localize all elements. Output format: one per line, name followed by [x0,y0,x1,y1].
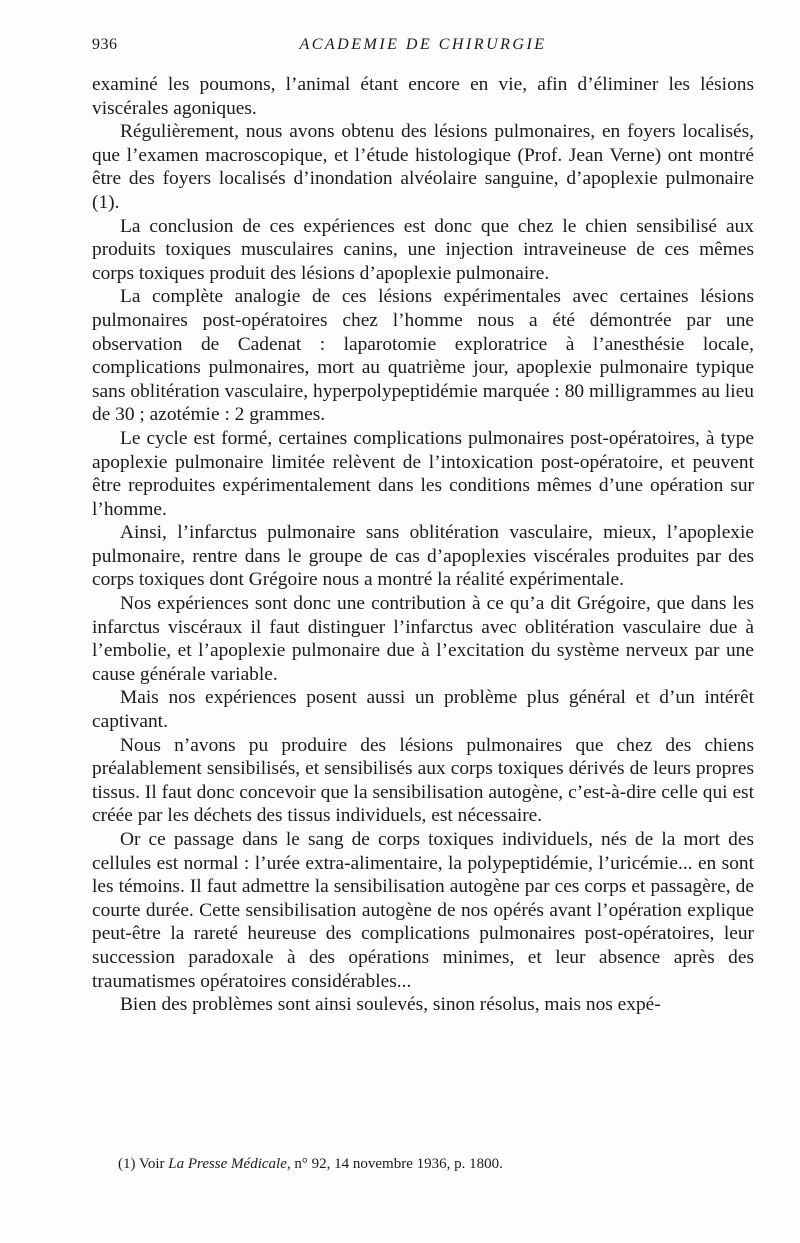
paragraph-9: Nous n’avons pu produire des lésions pulmonaires que chez des chiens préalablement sensibilisés, et sensibilisés aux corps toxiques dérivés de leurs propres tissus. Il faut donc concevoir que la sensibilisation autogène, c’est-à-dire celle qui est créée par les déchets des tissus individuels, est nécessaire. [92,734,754,827]
page-header [92,36,754,60]
paragraph-3: La conclusion de ces expériences est donc que chez le chien sensibilisé aux produits toxiques musculaires canins, une injection intraveineuse de ces mêmes corps toxiques produit des lésions d’apoplexie pulmonaire. [92,215,754,284]
paragraph-8: Mais nos expériences posent aussi un problème plus général et d’un intérêt captivant. [92,687,754,733]
page-number: 936 [92,36,118,53]
footnote-publication: La Presse Médicale, [168,1156,291,1172]
paragraph-1: examiné les poumons, l’animal étant encore en vie, afin d’éliminer les lésions viscérales agoniques. [92,74,754,119]
paragraph-4: La complète analogie de ces lésions expérimentales avec certaines lésions pulmonaires post-opératoires chez l’homme nous a été démontrée par une observation de Cadenat : laparotomie exploratrice à l’anesthésie locale, complications pulmonaires, mort au quatrième jour, apoplexie pulmonaire typique sans oblitération vasculaire, hyperpolypeptidémie marquée : 80 milligrammes au lieu de 30 ; azotémie : 2 grammes. [92,286,754,426]
footnote-details: n° 92, 14 novembre 1936, p. 1800. [290,1156,503,1172]
footnote [118,1154,738,1174]
running-title: ACADEMIE DE CHIRURGIE [299,36,547,53]
paragraph-2: Régulièrement, nous avons obtenu des lésions pulmonaires, en foyers localisés, que l’examen macroscopique, et l’étude histologique (Prof. Jean Verne) ont montré être des foyers localisés d’inondation alvéolaire sanguine, d’apoplexie pulmonaire (1). [92,121,754,213]
paragraph-7: Nos expériences sont donc une contribution à ce qu’a dit Grégoire, que dans les infarctus viscéraux il faut distinguer l’infarctus avec oblitération vasculaire due à l’embolie, et l’apoplexie pulmonaire due à l’excitation du système nerveux par une cause générale variable. [92,593,754,685]
body-text [92,73,754,1017]
paragraph-10: Or ce passage dans le sang de corps toxiques individuels, nés de la mort des cellules est normal : l’urée extra-alimentaire, la polypeptidémie, l’uricémie... en sont les témoins. Il faut admettre la sensibilisation autogène par ces corps et passagère, de courte durée. Cette sensibilisation autogène de nos opérés avant l’opération explique peut-être la rareté heureuse des complications pulmonaires post-opératoires, leur succession paradoxale à des opérations minimes, et leur absence après des traumatismes opératoires considérables... [92,829,754,992]
paragraph-6: Ainsi, l’infarctus pulmonaire sans oblitération vasculaire, mieux, l’apoplexie pulmonaire, rentre dans le groupe de cas d’apoplexies viscérales produites par des corps toxiques dont Grégoire nous a montré la réalité expérimentale. [92,522,754,591]
paragraph-5: Le cycle est formé, certaines complications pulmonaires post-opératoires, à type apoplexie pulmonaire limitée relèvent de l’intoxication post-opératoire, et peuvent être reproduites expérimentalement dans les conditions mêmes d’une opération sur l’homme. [92,427,754,520]
footnote-marker: (1) Voir [118,1156,169,1172]
paragraph-11: Bien des problèmes sont ainsi soulevés, sinon résolus, mais nos expé- [120,994,661,1016]
